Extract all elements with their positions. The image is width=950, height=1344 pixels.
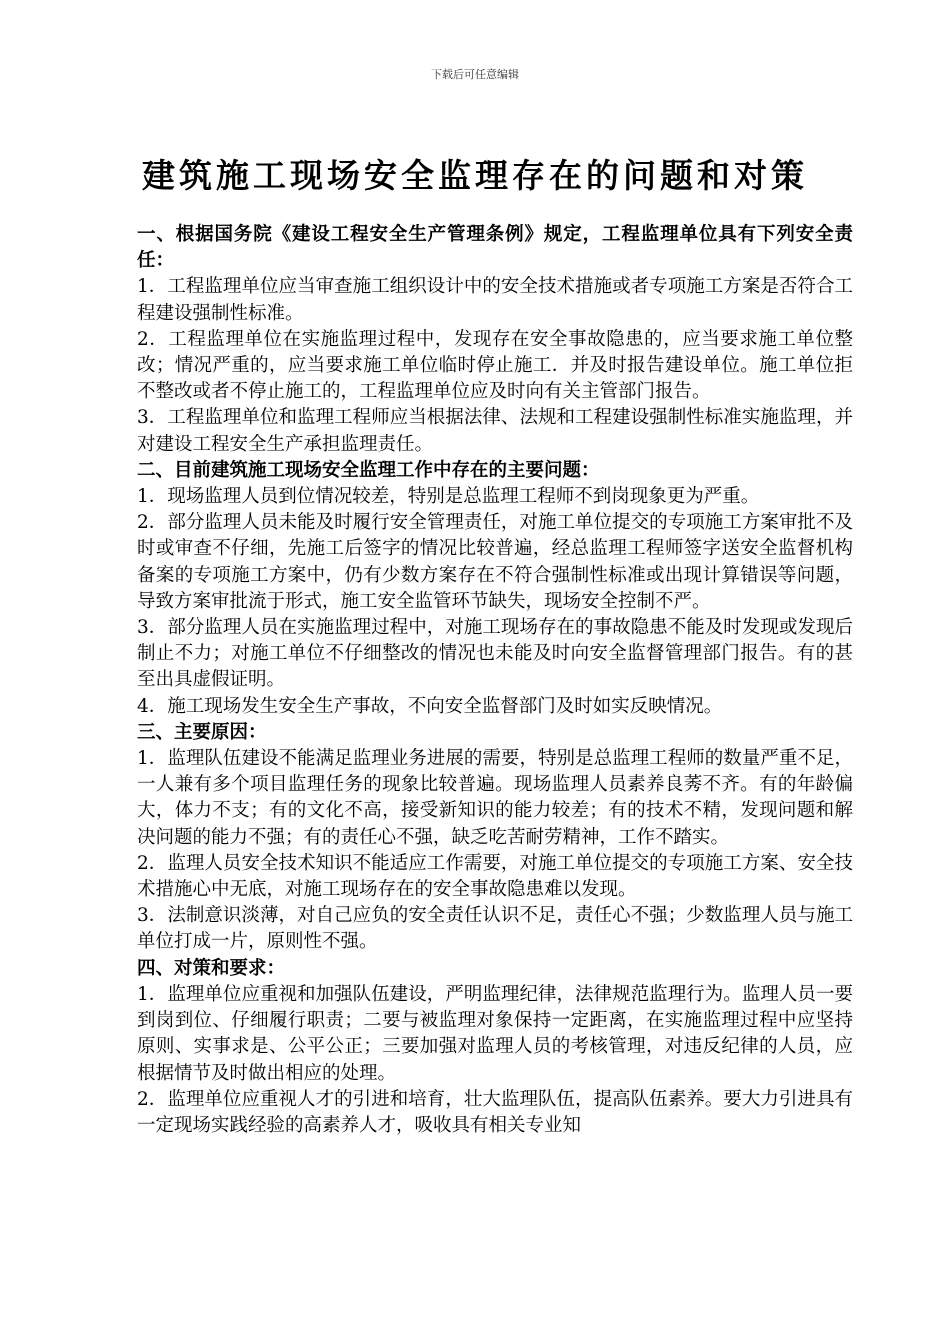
paragraph: 4．施工现场发生安全生产事故，不向安全监督部门及时如实反映情况。: [137, 695, 723, 717]
section-heading: 四、对策和要求：: [137, 957, 286, 979]
paragraph: 1．监理单位应重视和加强队伍建设，严明监理纪律，法律规范监理行为。监理人员一要到岗到位、仔细履行职责；二要与被监理对象保持一定距离，在实施监理过程中应坚持原则、实事求是、公平公正；三要加强对监理人员的考核管理，对违反纪律的人员，应根据情节及时做出相应的处理。: [137, 983, 853, 1084]
paragraph: 2．工程监理单位在实施监理过程中，发现存在安全事故隐患的，应当要求施工单位整改；情况严重的，应当要求施工单位临时停止施工．并及时报告建设单位。施工单位拒不整改或者不停止施工的，工程监理单位应及时向有关主管部门报告。: [137, 328, 853, 403]
paragraph: 1．监理队伍建设不能满足监理业务进展的需要，特别是总监理工程师的数量严重不足，一人兼有多个项目监理任务的现象比较普遍。现场监理人员素养良莠不齐。有的年龄偏大，体力不支；有的文化不高，接受新知识的能力较差；有的技术不精，发现问题和解决问题的能力不强；有的责任心不强，缺乏吃苦耐劳精神，工作不踏实。: [137, 748, 853, 848]
paragraph: 1．工程监理单位应当审查施工组织设计中的安全技术措施或者专项施工方案是否符合工程建设强制性标准。: [137, 276, 853, 324]
paragraph: 3．法制意识淡薄，对自己应负的安全责任认识不足，责任心不强；少数监理人员与施工单位打成一片，原则性不强。: [137, 905, 853, 953]
paragraph: 1．现场监理人员到位情况较差，特别是总监理工程师不到岗现象更为严重。: [137, 486, 760, 508]
paragraph: 3．工程监理单位和监理工程师应当根据法律、法规和工程建设强制性标准实施监理，并对建设工程安全生产承担监理责任。: [137, 407, 853, 455]
section-heading: 三、主要原因：: [137, 721, 267, 743]
paragraph: 2．部分监理人员未能及时履行安全管理责任，对施工单位提交的专项施工方案审批不及时或审查不仔细，先施工后签字的情况比较普遍，经总监理工程师签字送安全监督机构备案的专项施工方案中，仍有少数方案存在不符合强制性标准或出现计算错误等问题，导致方案审批流于形式，施工安全监管环节缺失，现场安全控制不严。: [137, 512, 853, 612]
paragraph: 3．部分监理人员在实施监理过程中，对施工现场存在的事故隐患不能及时发现或发现后制止不力；对施工单位不仔细整改的情况也未能及时向安全监督管理部门报告。有的甚至出具虚假证明。: [137, 617, 853, 691]
section-heading: 一、根据国务院《建设工程安全生产管理条例》规定，工程监理单位具有下列安全责任：: [137, 224, 853, 272]
paragraph: 2．监理人员安全技术知识不能适应工作需要，对施工单位提交的专项施工方案、安全技术措施心中无底，对施工现场存在的安全事故隐患难以发现。: [137, 852, 853, 901]
document-body: [137, 222, 853, 1139]
header-note: 下载后可任意编辑: [431, 68, 519, 81]
section-heading: 二、目前建筑施工现场安全监理工作中存在的主要问题：: [137, 459, 600, 481]
paragraph: 2．监理单位应重视人才的引进和培育，壮大监理队伍，提高队伍素养。要大力引进具有一定现场实践经验的高素养人才，吸收具有相关专业知: [137, 1088, 853, 1136]
document-title: 建筑施工现场安全监理存在的问题和对策: [142, 156, 808, 195]
